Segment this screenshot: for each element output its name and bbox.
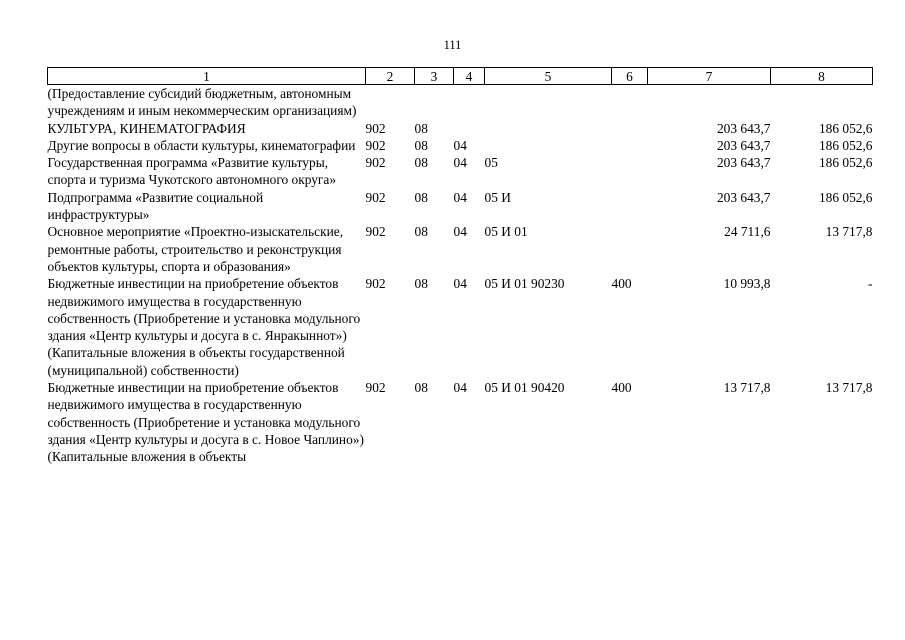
row-name: Бюджетные инвестиции на приобретение объектов недвижимого имущества в государственную собственность (Приобретение и установка модульного здания «Центр культуры и досуга в с. Янракыннот») (Капитальные вложения в объекты государственной (муниципальной) собственности) (47, 276, 361, 378)
row-col-4: 04 (453, 224, 467, 240)
row-col-2 (366, 85, 415, 120)
header-col-1: 1 (48, 68, 366, 85)
row-col-3: 08 (414, 276, 428, 292)
row-col-7: 13 717,8 (723, 380, 771, 396)
table-row (48, 275, 873, 379)
row-name: Государственная программа «Развитие культуры, спорта и туризма Чукотского автономного округа» (47, 155, 337, 188)
row-name: Основное мероприятие «Проектно-изыскательские, ремонтные работы, строительство и реконструкция объектов культуры, спорта и образования» (47, 224, 344, 274)
header-col-6: 6 (612, 68, 648, 85)
row-col-8 (771, 85, 873, 120)
row-col-2: 902 (365, 224, 386, 240)
header-col-3: 3 (415, 68, 454, 85)
row-col-2: 902 (365, 189, 386, 205)
row-col-6 (612, 85, 648, 120)
row-col-3: 08 (414, 380, 428, 396)
row-col-8: 13 717,8 (825, 380, 873, 396)
row-name: (Предоставление субсидий бюджетным, автономным учреждениям и иным некоммерческим организациям) (47, 86, 357, 119)
row-name: КУЛЬТУРА, КИНЕМАТОГРАФИЯ (47, 120, 246, 136)
row-col-2: 902 (365, 137, 386, 153)
row-col-3: 08 (414, 155, 428, 171)
row-col-8: 186 052,6 (818, 155, 873, 171)
row-col-5: 05 (484, 155, 498, 171)
table-row (48, 379, 873, 465)
header-col-8: 8 (771, 68, 873, 85)
row-col-7: 203 643,7 (716, 189, 771, 205)
row-name: Подпрограмма «Развитие социальной инфраструктуры» (47, 189, 264, 223)
row-name: Другие вопросы в области культуры, кинематографии (47, 137, 356, 153)
row-col-2: 902 (365, 155, 386, 171)
row-col-2: 902 (365, 276, 386, 292)
table-row (48, 85, 873, 120)
row-col-3: 08 (414, 137, 428, 153)
row-col-6: 400 (611, 276, 632, 292)
row-col-2: 902 (365, 120, 386, 136)
row-col-5 (485, 137, 612, 154)
row-col-7: 203 643,7 (716, 120, 771, 136)
row-col-6 (612, 137, 648, 154)
row-col-7: 203 643,7 (716, 155, 771, 171)
row-col-8: 186 052,6 (818, 137, 873, 153)
table-row (48, 137, 873, 154)
row-col-4 (454, 120, 485, 137)
row-col-4: 04 (453, 155, 467, 171)
row-col-4 (454, 85, 485, 120)
header-col-7: 7 (648, 68, 771, 85)
row-col-8: 186 052,6 (818, 189, 873, 205)
row-col-6 (612, 189, 648, 224)
table-row (48, 120, 873, 137)
row-col-6 (612, 223, 648, 275)
table-row (48, 223, 873, 275)
page-number: 111 (443, 38, 462, 52)
row-col-6 (612, 120, 648, 137)
row-col-4: 04 (453, 137, 467, 153)
row-col-8: - (868, 276, 873, 292)
table-row (48, 154, 873, 189)
header-col-5: 5 (485, 68, 612, 85)
row-col-4: 04 (453, 189, 467, 205)
row-col-3: 08 (414, 120, 428, 136)
row-name: Бюджетные инвестиции на приобретение объектов недвижимого имущества в государственную собственность (Приобретение и установка модульного здания «Центр культуры и досуга в с. Новое Чаплино») (Капитальные вложения в объекты (47, 380, 364, 465)
row-col-5 (485, 85, 612, 120)
row-col-6 (612, 154, 648, 189)
row-col-8: 13 717,8 (825, 224, 873, 240)
row-col-3: 08 (414, 189, 428, 205)
row-col-5: 05 И 01 90230 (484, 276, 565, 292)
row-col-8: 186 052,6 (818, 120, 873, 136)
row-col-7: 24 711,6 (724, 224, 771, 240)
header-col-4: 4 (454, 68, 485, 85)
row-col-4: 04 (453, 380, 467, 396)
row-col-3 (415, 85, 454, 120)
header-row (48, 68, 873, 85)
row-col-3: 08 (414, 224, 428, 240)
row-col-5: 05 И 01 90420 (484, 380, 565, 396)
row-col-7: 203 643,7 (716, 137, 771, 153)
row-col-6: 400 (611, 380, 632, 396)
row-col-5: 05 И (484, 189, 511, 205)
budget-table (47, 67, 873, 466)
row-col-5: 05 И 01 (484, 224, 528, 240)
row-col-4: 04 (453, 276, 467, 292)
header-col-2: 2 (366, 68, 415, 85)
row-col-2: 902 (365, 380, 386, 396)
row-col-5 (485, 120, 612, 137)
row-col-7: 10 993,8 (723, 276, 771, 292)
table-row (48, 189, 873, 224)
row-col-7 (648, 85, 771, 120)
